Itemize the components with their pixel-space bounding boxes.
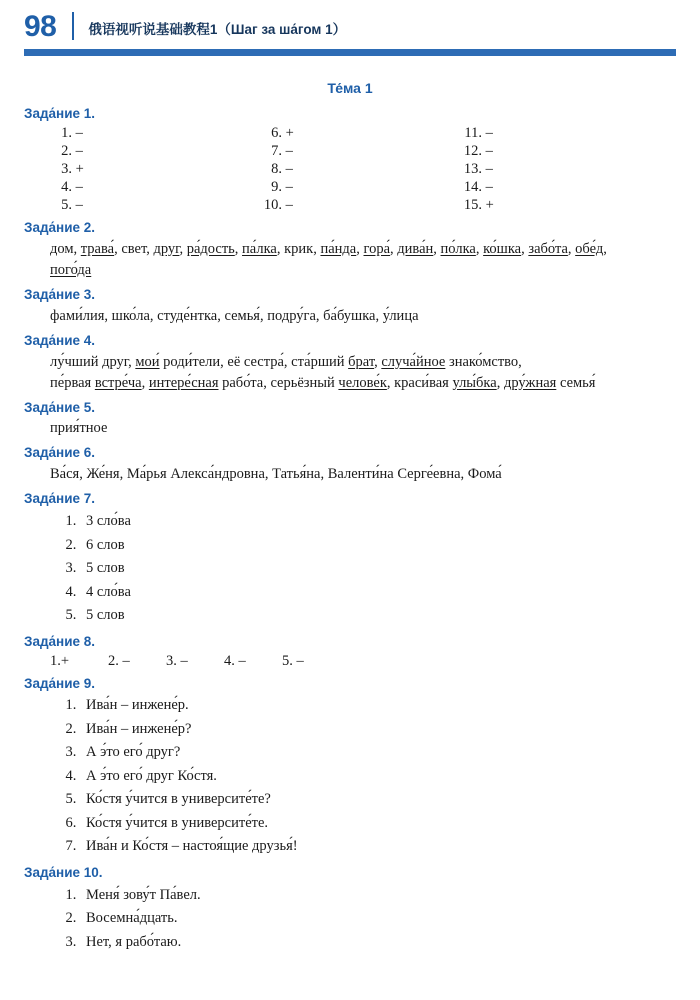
task-heading-8: Зада́ние 8.	[24, 633, 96, 649]
answer-cell: 12. –	[463, 142, 493, 159]
header-divider	[72, 12, 74, 40]
list-item: 1. 3 сло́ва	[80, 510, 676, 533]
answer-cell: 1. –	[61, 124, 83, 141]
task-heading-7: Зада́ние 7.	[24, 491, 96, 507]
answer-cell: 10. –	[263, 196, 293, 213]
answer-cell: 1.+	[50, 652, 70, 669]
task-heading-3: Зада́ние 3.	[24, 286, 96, 302]
page-number: 98	[24, 10, 57, 43]
answer-cell: 3. –	[166, 652, 188, 669]
task-heading-4: Зада́ние 4.	[24, 332, 96, 348]
list-item: 2. 6 слов	[80, 534, 676, 557]
answer-key-task-1	[50, 125, 676, 214]
answer-cell: 13. –	[463, 160, 493, 177]
list-item: 3. А э́то его́ друг?	[80, 741, 676, 764]
answer-cell: 3. +	[61, 160, 84, 177]
answer-cell: 8. –	[271, 160, 293, 177]
answer-cell: 11. –	[464, 124, 493, 141]
list-item: 1. Ива́н – инжене́р.	[80, 694, 676, 717]
answer-cell: 6. +	[271, 124, 294, 141]
task-heading-5: Зада́ние 5.	[24, 399, 96, 415]
list-item: 3. Нет, я рабо́таю.	[80, 931, 676, 954]
list-item: 4. 4 сло́ва	[80, 581, 676, 604]
list-item: 2. Восемна́дцать.	[80, 907, 676, 930]
answer-cell: 5. –	[61, 196, 83, 213]
theme-title: Те́ма 1	[327, 80, 373, 96]
answer-cell: 14. –	[463, 178, 493, 195]
task-2-line-2: пого́да	[50, 261, 92, 278]
task-3-line-1: фами́лия, шко́ла, студе́нтка, семья́, подру́га, ба́бушка, у́лица	[50, 307, 419, 324]
answer-cell: 7. –	[271, 142, 293, 159]
task-heading-6: Зада́ние 6.	[24, 445, 96, 461]
task-6-line-1: Ва́ся, Же́ня, Ма́рья Алекса́ндровна, Татья́на, Валенти́на Серге́евна, Фома́	[50, 466, 502, 483]
header-bar	[24, 49, 676, 56]
answer-cell: 4. –	[224, 652, 246, 669]
task-heading-2: Зада́ние 2.	[24, 219, 96, 235]
page-content	[0, 80, 700, 954]
answer-cell: 4. –	[61, 178, 83, 195]
answer-cell: 15. +	[463, 196, 494, 213]
list-item: 5. Ко́стя у́чится в университе́те?	[80, 788, 676, 811]
task-4-line-1: лу́чший друг, мои́ роди́тели, её сестра́, ста́рший брат, случа́йное знако́мство,	[50, 353, 522, 370]
task-2-line-1: дом, трава́, свет, друг, ра́дость, па́лка, крик, па́нда, гора́, дива́н, по́лка, ко́шка, забо́та, обе́д,	[50, 240, 607, 257]
task-5-line-1: прия́тное	[50, 420, 108, 437]
answer-cell: 2. –	[61, 142, 83, 159]
answer-cell: 2. –	[108, 652, 130, 669]
page-header	[0, 0, 700, 44]
list-item: 4. А э́то его́ друг Ко́стя.	[80, 765, 676, 788]
list-item: 1. Меня́ зову́т Па́вел.	[80, 884, 676, 907]
task-9-list	[24, 694, 676, 858]
answer-cell: 9. –	[271, 178, 293, 195]
list-item: 2. Ива́н – инжене́р?	[80, 718, 676, 741]
task-10-list	[24, 884, 676, 954]
task-heading-9: Зада́ние 9.	[24, 675, 96, 691]
book-title: 俄语视听说基础教程1（Шаг за ша́гом 1）	[88, 22, 347, 37]
task-heading-10: Зада́ние 10.	[24, 864, 103, 880]
task-heading-1: Зада́ние 1.	[24, 106, 96, 121]
answer-cell: 5. –	[282, 652, 304, 669]
task-7-list	[24, 510, 676, 627]
task-8-answers	[50, 653, 676, 670]
list-item: 3. 5 слов	[80, 557, 676, 580]
list-item: 7. Ива́н и Ко́стя – настоя́щие друзья́!	[80, 835, 676, 858]
list-item: 6. Ко́стя у́чится в университе́те.	[80, 812, 676, 835]
task-4-line-2: пе́рвая встре́ча, интере́сная рабо́та, серьёзный челове́к, краси́вая улы́бка, дру́жная семья́	[50, 374, 596, 391]
list-item: 5. 5 слов	[80, 604, 676, 627]
